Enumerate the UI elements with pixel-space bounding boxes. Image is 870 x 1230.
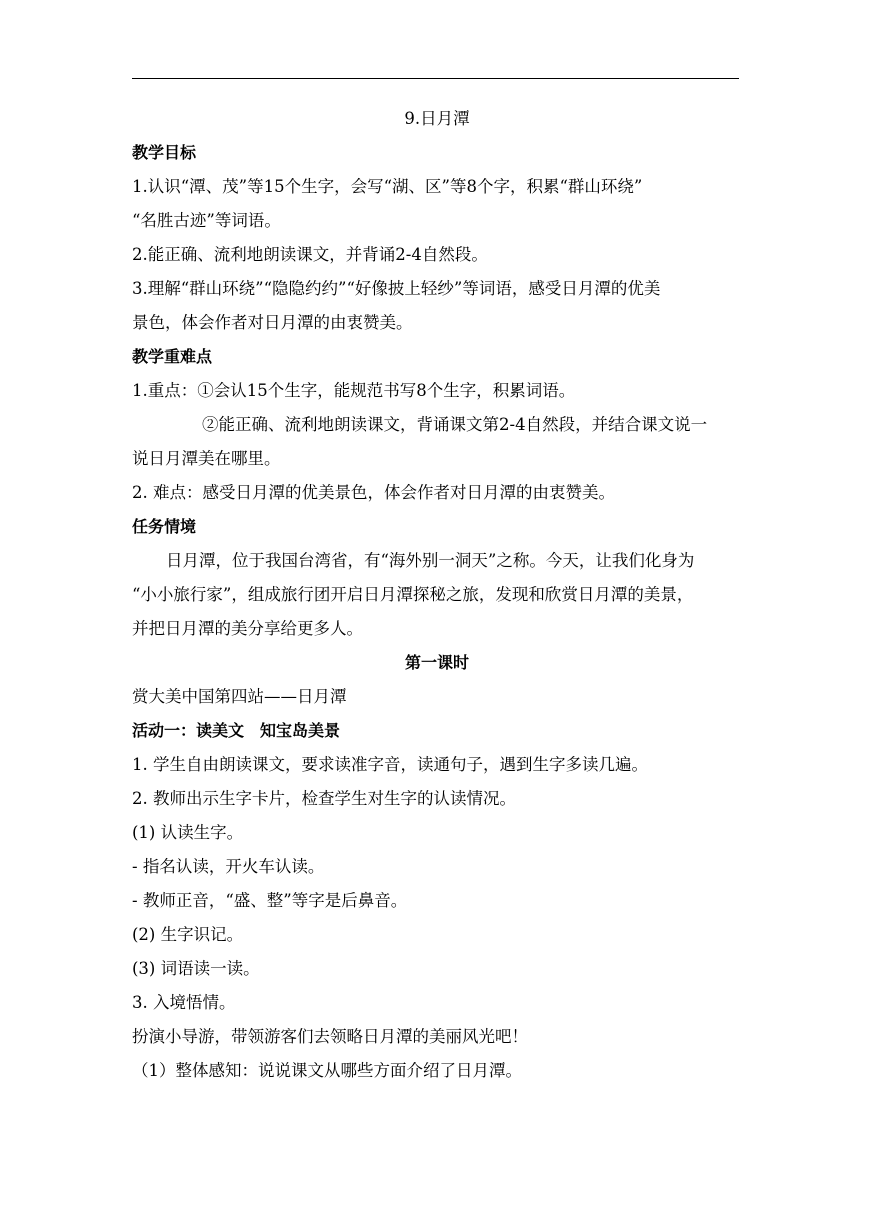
key-point-2a: ②能正确、流利地朗读课文，背诵课文第2-4自然段，并结合课文说一 [202, 415, 708, 434]
dash-item-1: - 指名认读，开火车认读。 [132, 857, 325, 876]
goal-1b: “名胜古迹”等词语。 [132, 211, 281, 230]
sub-step-3: (3) 词语读一读。 [132, 959, 260, 978]
dash-item-2: - 教师正音，“盛、整”等字是后鼻音。 [132, 891, 408, 910]
lesson-title: 9.日月潭 [404, 109, 470, 128]
goals-heading: 教学目标 [132, 143, 197, 162]
goal-2: 2.能正确、流利地朗读课文，并背诵2-4自然段。 [132, 245, 488, 264]
task-paragraph-a: 日月潭，位于我国台湾省，有“海外别一洞天”之称。今天，让我们化身为 [166, 551, 695, 570]
document-body [132, 102, 742, 1088]
guide-line: 扮演小导游，带领游客们去领略日月潭的美丽风光吧！ [132, 1027, 528, 1046]
goal-1a: 1.认识“潭、茂”等15个生字，会写“湖、区”等8个字，积累“群山环绕” [132, 177, 643, 196]
sub-step-2: (2) 生字识记。 [132, 925, 244, 944]
task-paragraph-b: “小小旅行家”，组成旅行团开启日月潭探秘之旅，发现和欣赏日月潭的美景， [132, 585, 694, 604]
task-heading: 任务情境 [132, 517, 197, 536]
goal-3a: 3.理解“群山环绕”“隐隐约约”“好像披上轻纱”等词语，感受日月潭的优美 [132, 279, 661, 298]
key-point-2b: 说日月潭美在哪里。 [132, 449, 281, 468]
key-point-1: 1.重点：①会认15个生字，能规范书写8个生字，积累词语。 [132, 381, 576, 400]
overall-perception: （1）整体感知：说说课文从哪些方面介绍了日月潭。 [132, 1061, 522, 1080]
lesson-heading: 第一课时 [404, 653, 469, 672]
sub-step-1: (1) 认读生字。 [132, 823, 244, 842]
station-line: 赏大美中国第四站——日月潭 [132, 687, 347, 706]
step-2: 2. 教师出示生字卡片，检查学生对生字的认读情况。 [132, 789, 516, 808]
difficulty: 2. 难点：感受日月潭的优美景色，体会作者对日月潭的由衷赞美。 [132, 483, 615, 502]
activity-heading: 活动一：读美文 知宝岛美景 [132, 721, 341, 740]
goal-3b: 景色，体会作者对日月潭的由衷赞美。 [132, 313, 413, 332]
task-paragraph-c: 并把日月潭的美分享给更多人。 [132, 619, 363, 638]
step-1: 1. 学生自由朗读课文，要求读准字音，读通句子，遇到生字多读几遍。 [132, 755, 648, 774]
step-3: 3. 入境悟情。 [132, 993, 236, 1012]
keypoints-heading: 教学重难点 [132, 347, 213, 366]
header-rule [132, 78, 739, 79]
